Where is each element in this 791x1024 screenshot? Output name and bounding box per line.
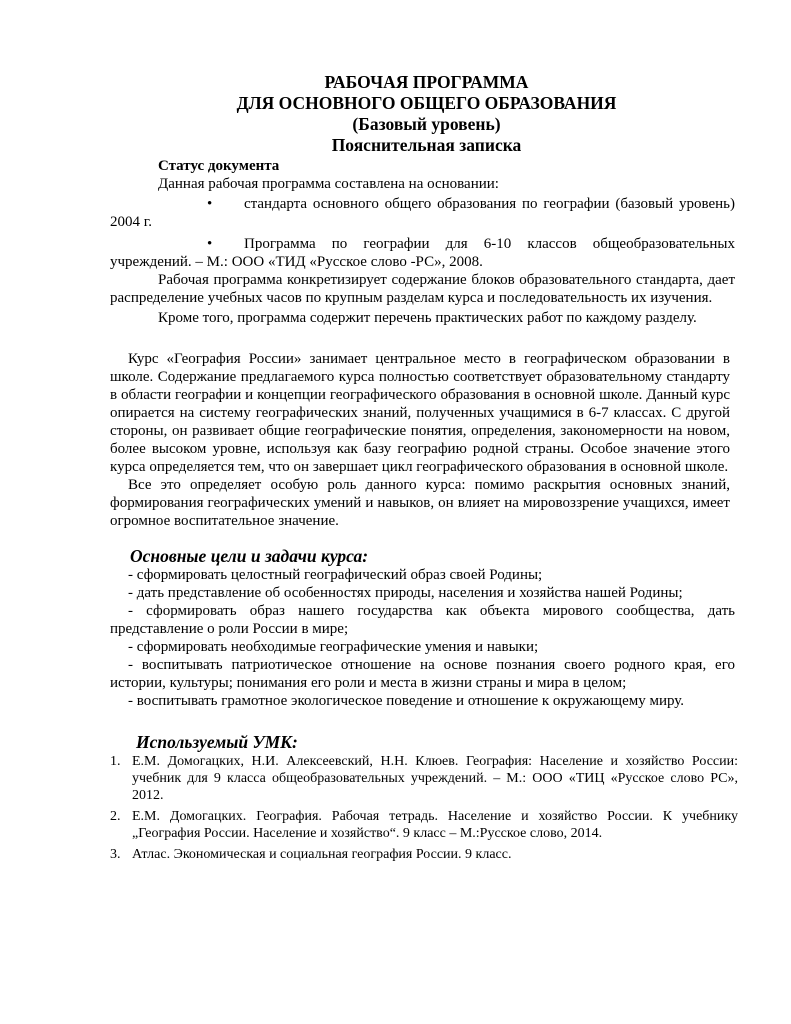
goals-heading: Основные цели и задачи курса: bbox=[130, 546, 369, 566]
umk-item-text: Атлас. Экономическая и социальная география России. 9 класс. bbox=[132, 847, 512, 862]
goal-item: - сформировать целостный географический образ своей Родины; bbox=[128, 567, 543, 583]
title-line-4: Пояснительная записка bbox=[331, 135, 522, 155]
course-paragraph: Курс «География России» занимает центральное место в географическом образовании в школе. Содержание предлагаемого курса полностью соответствует образовательному стандарту в области географии и концепции географического образования в основной школе. Данный курс опирается на систему географических знаний, полученных учащимися в 6-7 классах. С другой стороны, он развивает общие географические понятия, определения, закономерности на новом, более высоком уровне, используя как базу географию родной страны. Особое значение этого курса определяется тем, что он завершает цикл географического образования в основной школе. bbox=[110, 351, 730, 475]
goal-item: - сформировать необходимые географические умения и навыки; bbox=[128, 639, 539, 655]
status-paragraph: Кроме того, программа содержит перечень практических работ по каждому разделу. bbox=[158, 310, 697, 326]
goal-item: - сформировать образ нашего государства как объекта мирового сообщества, дать представление о роли России в мире; bbox=[110, 603, 735, 637]
status-bullet-text: стандарта основного общего образования по географии (базовый уровень) 2004 г. bbox=[110, 196, 735, 230]
umk-list-item bbox=[110, 846, 738, 863]
umk-heading-block bbox=[110, 732, 735, 752]
umk-list bbox=[110, 753, 738, 867]
document-title-block bbox=[0, 72, 791, 156]
status-heading: Статус документа bbox=[158, 158, 280, 174]
bullet-icon: • bbox=[207, 236, 213, 252]
status-bullet bbox=[110, 235, 735, 271]
umk-item-number: 1. bbox=[110, 754, 121, 769]
status-bullet-text: Программа по географии для 6-10 классов общеобразовательных учреждений. – М.: ООО «ТИД «Русское слово -РС», 2008. bbox=[110, 236, 735, 270]
bullet-icon: • bbox=[207, 196, 213, 212]
status-bullet bbox=[110, 195, 735, 231]
goal-item: - воспитывать патриотическое отношение на основе познания своего родного края, его истории, культуры; понимания его роли и места в жизни страны и мира в целом; bbox=[110, 657, 735, 691]
goal-item: - дать представление об особенностях природы, населения и хозяйства нашей Родины; bbox=[128, 585, 683, 601]
umk-item-number: 3. bbox=[110, 847, 121, 862]
goal-item: - воспитывать грамотное экологическое поведение и отношение к окружающему миру. bbox=[128, 693, 685, 709]
umk-list-item bbox=[110, 753, 738, 804]
status-paragraph: Рабочая программа конкретизирует содержание блоков образовательного стандарта, дает распределение учебных часов по крупным разделам курса и последовательность их изучения. bbox=[110, 272, 735, 306]
umk-item-text: Е.М. Домогацких, Н.И. Алексеевский, Н.Н. Клюев. География: Население и хозяйство России: учебник для 9 класса общеобразовательных учреждений. – М.: ООО «ТИЦ «Русское слово РС», 2012. bbox=[132, 754, 738, 803]
umk-list-item bbox=[110, 808, 738, 842]
title-line-1: РАБОЧАЯ ПРОГРАММА bbox=[324, 72, 529, 92]
umk-item-number: 2. bbox=[110, 809, 121, 824]
umk-item-text: Е.М. Домогацких. География. Рабочая тетрадь. Население и хозяйство России. К учебнику „География России. Население и хозяйство“. 9 класс – М.:Русское слово, 2014. bbox=[132, 809, 738, 841]
course-paragraph: Все это определяет особую роль данного курса: помимо раскрытия основных знаний, формирования географических умений и навыков, он влияет на мировоззрение учащихся, имеет огромное воспитательное значение. bbox=[110, 477, 730, 529]
status-intro: Данная рабочая программа составлена на основании: bbox=[158, 176, 499, 192]
course-section bbox=[110, 350, 730, 530]
title-line-3: (Базовый уровень) bbox=[352, 114, 501, 134]
umk-heading: Используемый УМК: bbox=[136, 732, 298, 752]
status-section bbox=[110, 157, 735, 327]
title-line-2: ДЛЯ ОСНОВНОГО ОБЩЕГО ОБРАЗОВАНИЯ bbox=[236, 93, 617, 113]
goals-section bbox=[110, 546, 735, 710]
